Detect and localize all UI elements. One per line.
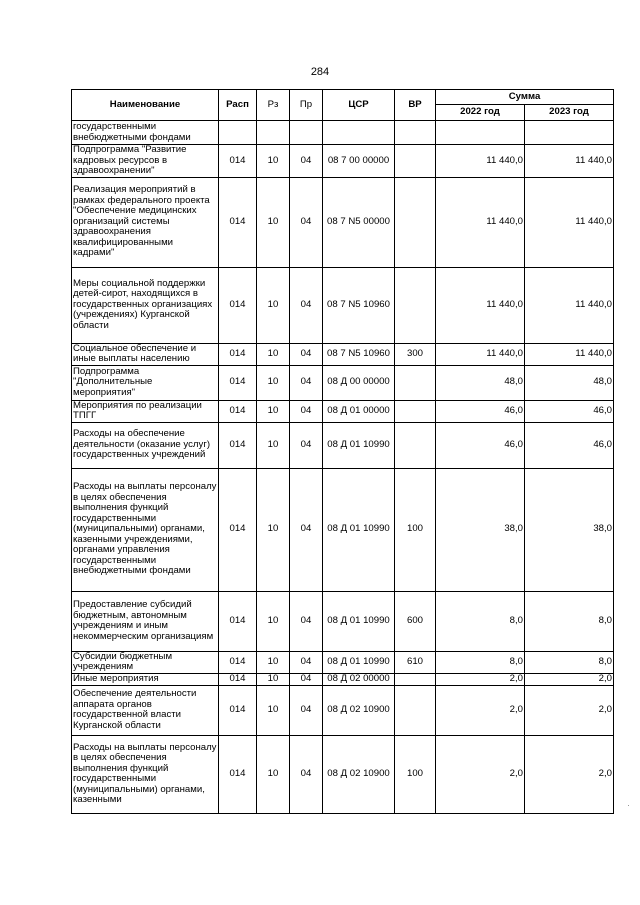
row-2022: 11 440,0	[436, 267, 525, 343]
page-number: 284	[310, 66, 330, 78]
row-csr: 08 Д 01 00000	[323, 400, 395, 422]
header-vr: ВР	[395, 90, 436, 121]
row-vr	[395, 673, 436, 685]
row-pr: 04	[290, 267, 323, 343]
header-2022: 2022 год	[436, 105, 525, 121]
row-rz: 10	[257, 343, 290, 365]
row-name: Мероприятия по реализации ТПГГ	[72, 400, 219, 422]
row-2023: 11 440,0	[525, 145, 614, 178]
row-rasp	[219, 121, 257, 145]
row-rasp: 014	[219, 468, 257, 591]
row-name: государственными внебюджетными фондами	[72, 121, 219, 145]
row-2022	[436, 121, 525, 145]
row-rasp: 014	[219, 400, 257, 422]
row-vr	[395, 177, 436, 267]
row-pr: 04	[290, 673, 323, 685]
row-pr: 04	[290, 591, 323, 651]
row-vr: 300	[395, 343, 436, 365]
row-vr	[395, 121, 436, 145]
row-2022: 8,0	[436, 591, 525, 651]
row-2022: 11 440,0	[436, 343, 525, 365]
row-csr: 08 Д 01 10990	[323, 651, 395, 673]
row-name: Подпрограмма "Дополнительные мероприятия"	[72, 365, 219, 400]
row-csr: 08 7 N5 10960	[323, 267, 395, 343]
table-row	[72, 121, 614, 145]
row-rz: 10	[257, 591, 290, 651]
table-row	[72, 365, 614, 400]
row-name: Расходы на выплаты персоналу в целях обеспечения выполнения функций государственными (муниципальными) органами, казенными	[72, 735, 219, 813]
row-pr: 04	[290, 343, 323, 365]
row-pr: 04	[290, 735, 323, 813]
row-csr: 08 Д 00 00000	[323, 365, 395, 400]
row-pr: 04	[290, 365, 323, 400]
row-vr: 100	[395, 735, 436, 813]
row-name: Иные мероприятия	[72, 673, 219, 685]
table-row	[72, 145, 614, 178]
row-rz: 10	[257, 468, 290, 591]
row-2023: 2,0	[525, 673, 614, 685]
row-2023: 8,0	[525, 591, 614, 651]
row-pr: 04	[290, 468, 323, 591]
row-2023: 11 440,0	[525, 267, 614, 343]
row-name: Предоставление субсидий бюджетным, автономным учреждениям и иным некоммерческим организациям	[72, 591, 219, 651]
header-sum: Сумма	[436, 90, 614, 105]
row-name: Расходы на выплаты персоналу в целях обеспечения выполнения функций государственными (муниципальными) органами, казенными учреждениями, органами управления государственными внебюджетными фондами	[72, 468, 219, 591]
row-rasp: 014	[219, 651, 257, 673]
row-name: Реализация мероприятий в рамках федерального проекта "Обеспечение медицинских организаций системы здравоохранения квалифицированными кадрами"	[72, 177, 219, 267]
row-vr	[395, 365, 436, 400]
row-2022: 48,0	[436, 365, 525, 400]
row-rasp: 014	[219, 735, 257, 813]
row-vr: 100	[395, 468, 436, 591]
row-2022: 11 440,0	[436, 177, 525, 267]
row-rasp: 014	[219, 145, 257, 178]
row-2023	[525, 121, 614, 145]
row-rz: 10	[257, 685, 290, 735]
row-vr	[395, 400, 436, 422]
table-row	[72, 422, 614, 468]
row-pr: 04	[290, 422, 323, 468]
row-csr: 08 7 N5 10960	[323, 343, 395, 365]
row-2023: 46,0	[525, 422, 614, 468]
row-pr: 04	[290, 400, 323, 422]
row-2022: 38,0	[436, 468, 525, 591]
row-csr: 08 7 N5 00000	[323, 177, 395, 267]
row-csr: 08 Д 01 10990	[323, 422, 395, 468]
row-vr	[395, 145, 436, 178]
row-pr: 04	[290, 177, 323, 267]
row-2023: 11 440,0	[525, 177, 614, 267]
header-2023: 2023 год	[525, 105, 614, 121]
row-csr: 08 Д 02 00000	[323, 673, 395, 685]
budget-table	[71, 89, 614, 814]
row-pr: 04	[290, 685, 323, 735]
row-pr: 04	[290, 145, 323, 178]
row-vr: 610	[395, 651, 436, 673]
table-row	[72, 591, 614, 651]
row-csr	[323, 121, 395, 145]
row-rasp: 014	[219, 365, 257, 400]
table-row	[72, 177, 614, 267]
row-2022: 2,0	[436, 673, 525, 685]
margin-mark: ·	[627, 800, 630, 810]
row-rasp: 014	[219, 685, 257, 735]
row-rz: 10	[257, 673, 290, 685]
table-row	[72, 267, 614, 343]
row-csr: 08 Д 02 10900	[323, 735, 395, 813]
row-vr	[395, 422, 436, 468]
row-name: Подпрограмма "Развитие кадровых ресурсов в здравоохранении"	[72, 145, 219, 178]
row-rz: 10	[257, 177, 290, 267]
row-vr: 600	[395, 591, 436, 651]
row-2023: 38,0	[525, 468, 614, 591]
row-rz	[257, 121, 290, 145]
row-name: Социальное обеспечение и иные выплаты населению	[72, 343, 219, 365]
row-2023: 48,0	[525, 365, 614, 400]
row-pr: 04	[290, 651, 323, 673]
row-csr: 08 Д 01 10990	[323, 591, 395, 651]
row-rasp: 014	[219, 267, 257, 343]
row-rz: 10	[257, 422, 290, 468]
row-2023: 8,0	[525, 651, 614, 673]
table-body	[72, 121, 614, 814]
header-pr: Пр	[290, 90, 323, 121]
row-rz: 10	[257, 400, 290, 422]
row-rasp: 014	[219, 591, 257, 651]
row-2023: 11 440,0	[525, 343, 614, 365]
row-2023: 46,0	[525, 400, 614, 422]
table-row	[72, 400, 614, 422]
header-rasp: Расп	[219, 90, 257, 121]
row-2022: 11 440,0	[436, 145, 525, 178]
row-rz: 10	[257, 735, 290, 813]
table-row	[72, 651, 614, 673]
row-csr: 08 Д 02 10900	[323, 685, 395, 735]
table-row	[72, 685, 614, 735]
row-rz: 10	[257, 651, 290, 673]
row-name: Расходы на обеспечение деятельности (оказание услуг) государственных учреждений	[72, 422, 219, 468]
row-2022: 46,0	[436, 422, 525, 468]
header-csr: ЦСР	[323, 90, 395, 121]
header-rz: Рз	[257, 90, 290, 121]
table-row	[72, 735, 614, 813]
row-rasp: 014	[219, 177, 257, 267]
table-row	[72, 673, 614, 685]
row-2023: 2,0	[525, 735, 614, 813]
row-2022: 2,0	[436, 685, 525, 735]
table-row	[72, 343, 614, 365]
row-rasp: 014	[219, 422, 257, 468]
row-vr	[395, 685, 436, 735]
row-name: Меры социальной поддержки детей-сирот, находящихся в государственных организациях (учреждениях) Курганской области	[72, 267, 219, 343]
row-rasp: 014	[219, 673, 257, 685]
row-pr	[290, 121, 323, 145]
row-2023: 2,0	[525, 685, 614, 735]
row-name: Субсидии бюджетным учреждениям	[72, 651, 219, 673]
row-csr: 08 7 00 00000	[323, 145, 395, 178]
row-csr: 08 Д 01 10990	[323, 468, 395, 591]
table-row	[72, 468, 614, 591]
row-name: Обеспечение деятельности аппарата органов государственной власти Курганской области	[72, 685, 219, 735]
row-vr	[395, 267, 436, 343]
row-rasp: 014	[219, 343, 257, 365]
header-name: Наименование	[72, 90, 219, 121]
row-rz: 10	[257, 267, 290, 343]
row-rz: 10	[257, 365, 290, 400]
row-rz: 10	[257, 145, 290, 178]
row-2022: 8,0	[436, 651, 525, 673]
row-2022: 46,0	[436, 400, 525, 422]
row-2022: 2,0	[436, 735, 525, 813]
